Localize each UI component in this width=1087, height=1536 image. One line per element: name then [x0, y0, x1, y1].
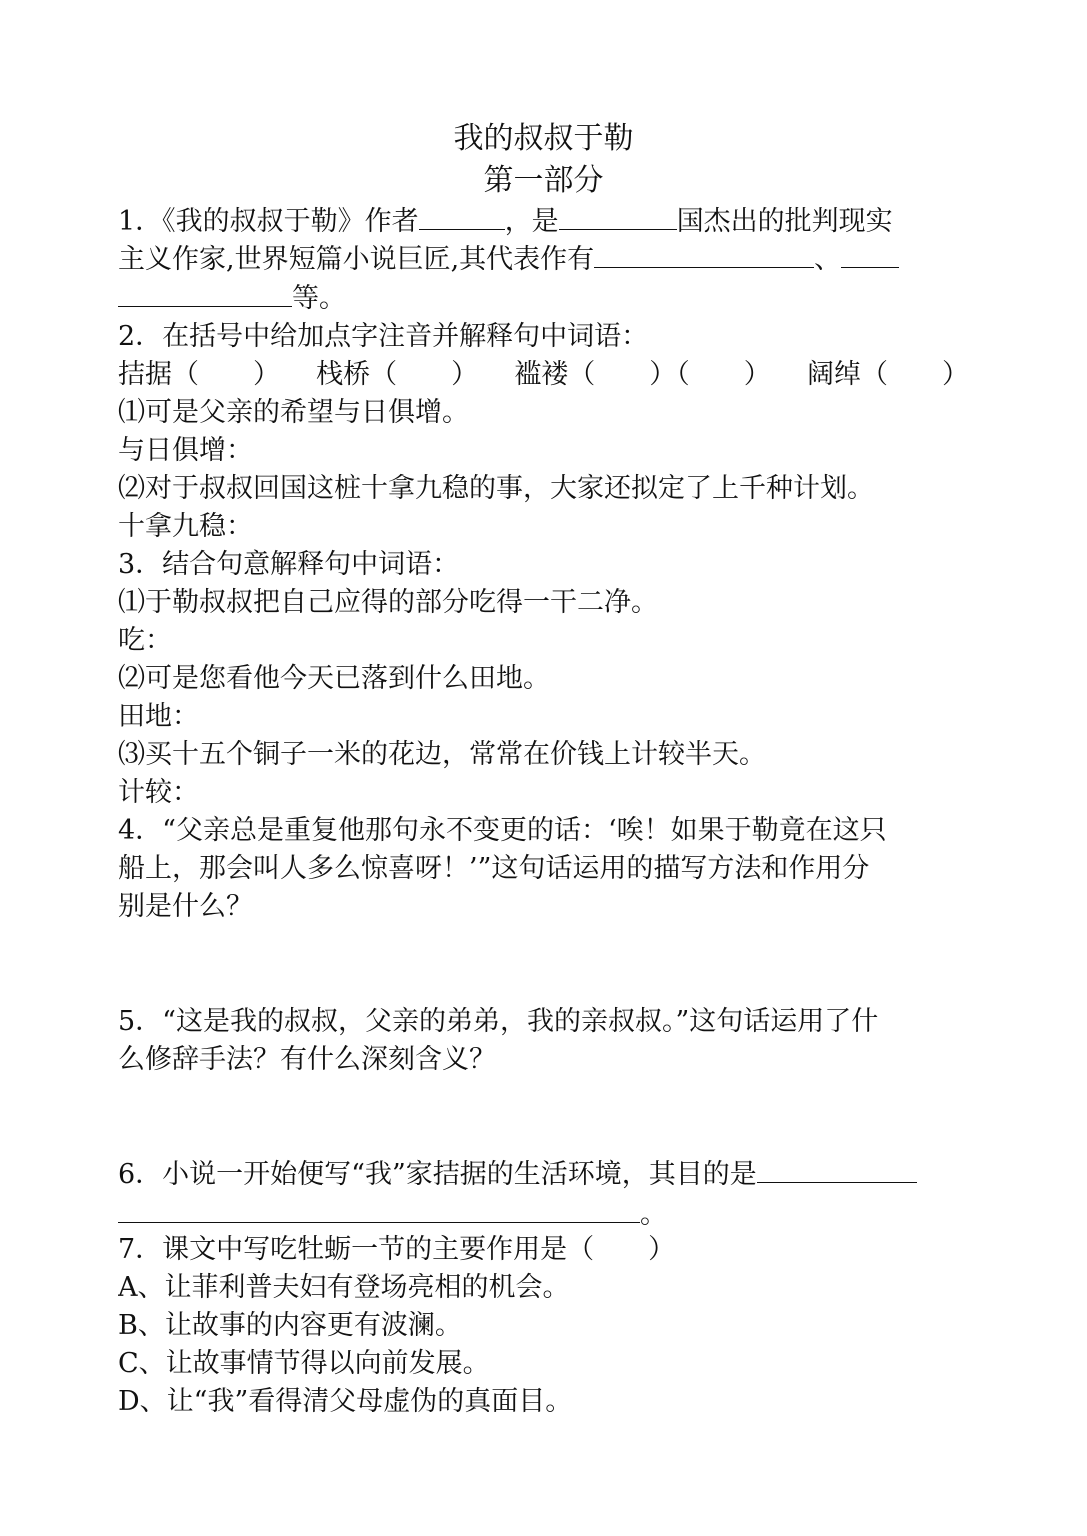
- q2-word-2: 栈桥（ ）: [316, 359, 479, 390]
- q1-work2-blank[interactable]: [841, 241, 899, 268]
- q7-stem: 7．课文中写吃牡蛎一节的主要作用是（ ）: [118, 1234, 676, 1265]
- q1-line3: [118, 280, 969, 318]
- q3-term-2: 田地：: [118, 701, 199, 732]
- q1-text-a: 1．《我的叔叔于勒》作者: [118, 206, 419, 237]
- q2-word-1: 拮据（ ）: [118, 359, 280, 390]
- q2-stem: 2．在括号中给加点字注音并解释句中词语：: [118, 321, 649, 352]
- q2-sentence-1: ⑴可是父亲的希望与日俱增。: [118, 397, 469, 428]
- q1-country-blank[interactable]: [559, 203, 677, 230]
- page-subtitle: 第一部分: [483, 163, 604, 198]
- q7-option-b: B、让故事的内容更有波澜。: [118, 1310, 462, 1341]
- q2-words-row: [118, 356, 969, 394]
- q7-option-a: A、让菲利普夫妇有登场亮相的机会。: [118, 1272, 570, 1303]
- q3-sentence-3: ⑶买十五个铜子一米的花边，常常在价钱上计较半天。: [118, 739, 766, 770]
- q7-option-c: C、让故事情节得以向前发展。: [118, 1348, 490, 1379]
- q1-author-blank[interactable]: [419, 203, 505, 230]
- q3-sentence-2: ⑵可是您看他今天已落到什么田地。: [118, 663, 550, 694]
- q1-text-f: 等。: [292, 283, 346, 314]
- q4-line3: 别是什么？: [118, 891, 253, 922]
- q1-work1-blank[interactable]: [594, 241, 814, 268]
- q1-text-d: 主义作家,世界短篇小说巨匠,其代表作有: [118, 244, 595, 275]
- q4-line1: 4．“父亲总是重复他那句永不变更的话：‘唉！如果于勒竟在这只: [118, 815, 887, 846]
- q7-option-d: D、让“我”看得清父母虚伪的真面目。: [118, 1386, 573, 1417]
- q3-sentence-1: ⑴于勒叔叔把自己应得的部分吃得一干二净。: [118, 587, 658, 618]
- q6-text: 6．小说一开始便写“我”家拮据的生活环境，其目的是: [118, 1159, 757, 1190]
- q1-line1: [118, 203, 969, 241]
- q2-sentence-2: ⑵对于叔叔回国这桩十拿九稳的事，大家还拟定了上千种计划。: [118, 473, 874, 504]
- q3-stem: 3．结合句意解释句中词语：: [118, 549, 460, 580]
- q6-line2: [118, 1196, 969, 1234]
- q3-term-1: 吃：: [118, 625, 172, 656]
- q2-term-2: 十拿九稳：: [118, 511, 253, 542]
- q1-text-c: 国杰出的批判现实: [676, 206, 893, 237]
- q1-line2: [118, 241, 969, 279]
- q6-line1: [118, 1156, 969, 1194]
- q6-end: 。: [640, 1199, 667, 1230]
- q1-text-e: 、: [814, 244, 842, 275]
- q1-work2-blank-cont[interactable]: [118, 280, 292, 307]
- q1-text-b: ，是: [504, 206, 559, 237]
- q4-line2: 船上，那会叫人多么惊喜呀！’”这句话运用的描写方法和作用分: [118, 853, 870, 884]
- q2-word-4: 阔绰（ ）: [806, 359, 969, 390]
- q6-answer-blank[interactable]: [757, 1156, 917, 1183]
- q5-line2: 么修辞手法？有什么深刻含义？: [118, 1044, 496, 1075]
- q6-answer-blank-cont[interactable]: [118, 1196, 640, 1223]
- q2-word-3: 褴褛（ ）（ ）: [514, 359, 771, 390]
- q5-line1: 5．“这是我的叔叔，父亲的弟弟，我的亲叔叔。”这句话运用了什: [118, 1006, 879, 1037]
- page-title: 我的叔叔于勒: [453, 121, 634, 156]
- q2-term-1: 与日俱增：: [118, 435, 253, 466]
- q3-term-3: 计较：: [118, 777, 199, 808]
